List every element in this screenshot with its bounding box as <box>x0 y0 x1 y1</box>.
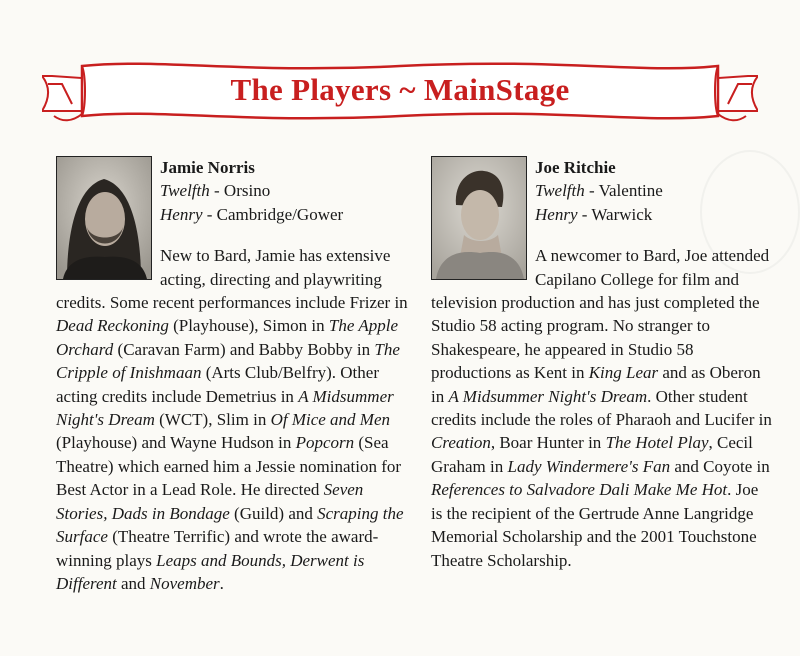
work-title: The Hotel Play <box>605 433 709 453</box>
player-photo <box>431 156 527 280</box>
bio-text: . Other student credits include the roles of Pharaoh and Lucifer in <box>431 386 772 430</box>
work-title: A Midsummer Night's Dream <box>448 386 648 406</box>
work-title: Popcorn <box>295 433 355 453</box>
character-name: Valentine <box>598 181 663 201</box>
bio-text: and as Oberon in <box>431 363 761 406</box>
player-name: Joe Ritchie <box>535 158 616 177</box>
bio-text: (Guild) and <box>229 503 318 523</box>
play-title: Twelfth <box>535 181 585 201</box>
bio-text: and <box>116 573 150 593</box>
player-photo <box>56 156 152 280</box>
role-line: Twelfth - Valentine <box>535 181 663 201</box>
work-title: Of Mice and Men <box>270 410 391 430</box>
page-title: The Players ~ MainStage <box>230 72 570 107</box>
work-title: Seven Stories, Dads in Bondage <box>56 480 364 523</box>
bio-text: . <box>219 573 224 593</box>
work-title: Leaps and Bounds, Derwent is Different <box>56 550 365 593</box>
bio-text: (Playhouse), Simon in <box>168 316 329 336</box>
work-title: The Apple Orchard <box>56 316 399 359</box>
work-title: Scraping the Surface <box>56 503 404 547</box>
player-bio <box>431 244 772 572</box>
player-name: Jamie Norris <box>160 158 255 177</box>
role-line: Henry - Cambridge/Gower <box>160 204 344 224</box>
player-entry <box>56 156 412 595</box>
play-title: Henry <box>535 204 578 224</box>
character-name: Cambridge/Gower <box>216 204 344 224</box>
bio-text: and Coyote in <box>670 456 770 476</box>
bio-text: (WCT), Slim in <box>154 410 271 430</box>
work-title: Dead Reckoning <box>56 316 169 336</box>
bio-text: (Arts Club/Belfry). Other acting credits include Demetrius in <box>56 363 379 406</box>
bio-text: , Cecil Graham in <box>431 433 753 476</box>
work-title: A Midsummer Night's Dream <box>56 386 394 430</box>
work-title: Lady Windermere's Fan <box>507 456 671 476</box>
character-name: Warwick <box>591 204 653 224</box>
character-name: Orsino <box>223 181 271 201</box>
bio-text: (Sea Theatre) which earned him a Jessie nomination for Best Actor in a Lead Role. He directed <box>56 433 402 500</box>
bio-text: (Theatre Terrific) and wrote the award-winning plays <box>56 527 379 570</box>
play-title: Henry <box>160 204 203 224</box>
play-title: Twelfth <box>160 181 210 201</box>
bio-text: (Caravan Farm) and Babby Bobby in <box>113 339 375 359</box>
role-line: Twelfth - Orsino <box>160 181 271 201</box>
bio-text: A newcomer to Bard, Joe attended Capilano College for film and television production and has just completed the Studio 58 acting program. No stranger to Shakespeare, he appeared in Studio 58 productions as Kent in <box>431 246 770 383</box>
bio-text: . Joe is the recipient of the Gertrude Anne Langridge Memorial Scholarship and the 2001 Touchstone Theatre Scholarship. <box>431 480 759 570</box>
work-title: November <box>149 573 220 593</box>
work-title: King Lear <box>588 363 659 383</box>
bio-text: (Playhouse) and Wayne Hudson in <box>56 433 296 453</box>
bio-text: New to Bard, Jamie has extensive acting, directing and playwriting credits. Some recent performances include Frizer in <box>56 246 408 313</box>
player-entry <box>431 156 772 572</box>
player-bio <box>56 244 412 595</box>
title-banner <box>42 56 758 136</box>
work-title: Creation <box>431 433 491 453</box>
bio-text: , Boar Hunter in <box>490 433 606 453</box>
role-line: Henry - Warwick <box>535 204 653 224</box>
work-title: References to Salvadore Dali Make Me Hot <box>431 480 728 500</box>
work-title: The Cripple of Inishmaan <box>56 339 400 383</box>
